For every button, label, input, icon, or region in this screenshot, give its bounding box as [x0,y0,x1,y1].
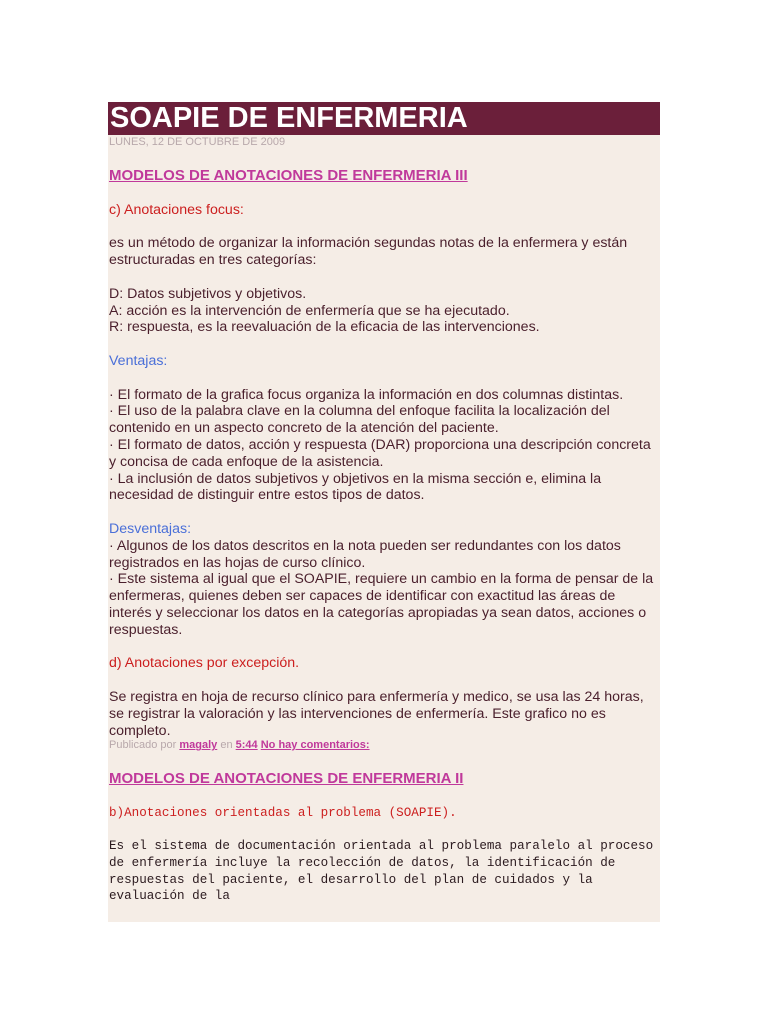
blog-header [108,102,660,135]
blog-title[interactable]: SOAPIE DE ENFERMERIA [110,102,468,134]
category-line: A: acción es la intervención de enfermería que se ha ejecutado. [109,302,510,319]
section-heading-focus: c) Anotaciones focus: [109,201,244,218]
at-label: en [220,739,233,752]
post-date: LUNES, 12 DE OCTUBRE DE 2009 [109,136,286,148]
desventaja-item: · Este sistema al igual que el SOAPIE, requiere un cambio en la forma de pensar de la enfermeras, quienes deben ser capaces de identificar con exactitud las áreas de interés y seleccionar los datos en la categorías apropiadas ya sean datos, acciones o respuestas. [109,571,654,638]
section-heading-soapie: b)Anotaciones orientadas al problema (SOAPIE). [109,806,457,821]
ventaja-item: · El uso de la palabra clave en la columna del enfoque facilita la localización del contenido en un aspecto concreto de la atención del paciente. [109,403,610,437]
category-line: D: Datos subjetivos y objetivos. [109,285,307,302]
post [108,769,660,905]
paragraph-soapie: Es el sistema de documentación orientada al problema paralelo al proceso de enfermería incluye la recolección de datos, la identificación de respuestas del paciente, el desarrollo del plan de cuidados y la evaluación de la [109,839,654,904]
comments-link[interactable]: No hay comentarios: [260,739,370,752]
category-line: R: respuesta, es la reevaluación de la eficacia de las intervenciones. [109,319,540,336]
paragraph-excepcion: Se registra en hoja de recurso clínico para enfermería y medico, se usa las 24 horas, se registrar la valoración y las intervenciones de enfermería. Este grafico no es completo. [109,688,644,739]
ventaja-item: · El formato de la grafica focus organiza la información en dos columnas distintas. [109,386,624,403]
blog-page [108,102,660,922]
post [108,166,660,752]
published-by-label: Publicado por [109,739,177,752]
post-body [109,185,658,739]
post-title[interactable]: MODELOS DE ANOTACIONES DE ENFERMERIA II [109,770,464,788]
post-title[interactable]: MODELOS DE ANOTACIONES DE ENFERMERIA III [109,167,468,184]
desventaja-item: · Algunos de los datos descritos en la nota pueden ser redundantes con los datos registrados en las hojas de curso clínico. [109,537,621,571]
section-heading-ventajas: Ventajas: [109,352,168,369]
section-heading-desventajas: Desventajas: [109,520,192,537]
ventaja-item: · La inclusión de datos subjetivos y objetivos en la misma sección e, elimina la necesidad de distinguir entre estos tipos de datos. [109,470,602,504]
post-time-link[interactable]: 5:44 [235,739,258,752]
author-link[interactable]: magaly [179,739,218,752]
post-footer [109,739,658,752]
section-heading-excepcion: d) Anotaciones por excepción. [109,655,300,672]
paragraph-intro: es un método de organizar la información segundas notas de la enfermera y están estructuradas en tres categorías: [109,235,628,269]
ventaja-item: · El formato de datos, acción y respuesta (DAR) proporciona una descripción concreta y concisa de cada enfoque de la asistencia. [109,436,651,470]
